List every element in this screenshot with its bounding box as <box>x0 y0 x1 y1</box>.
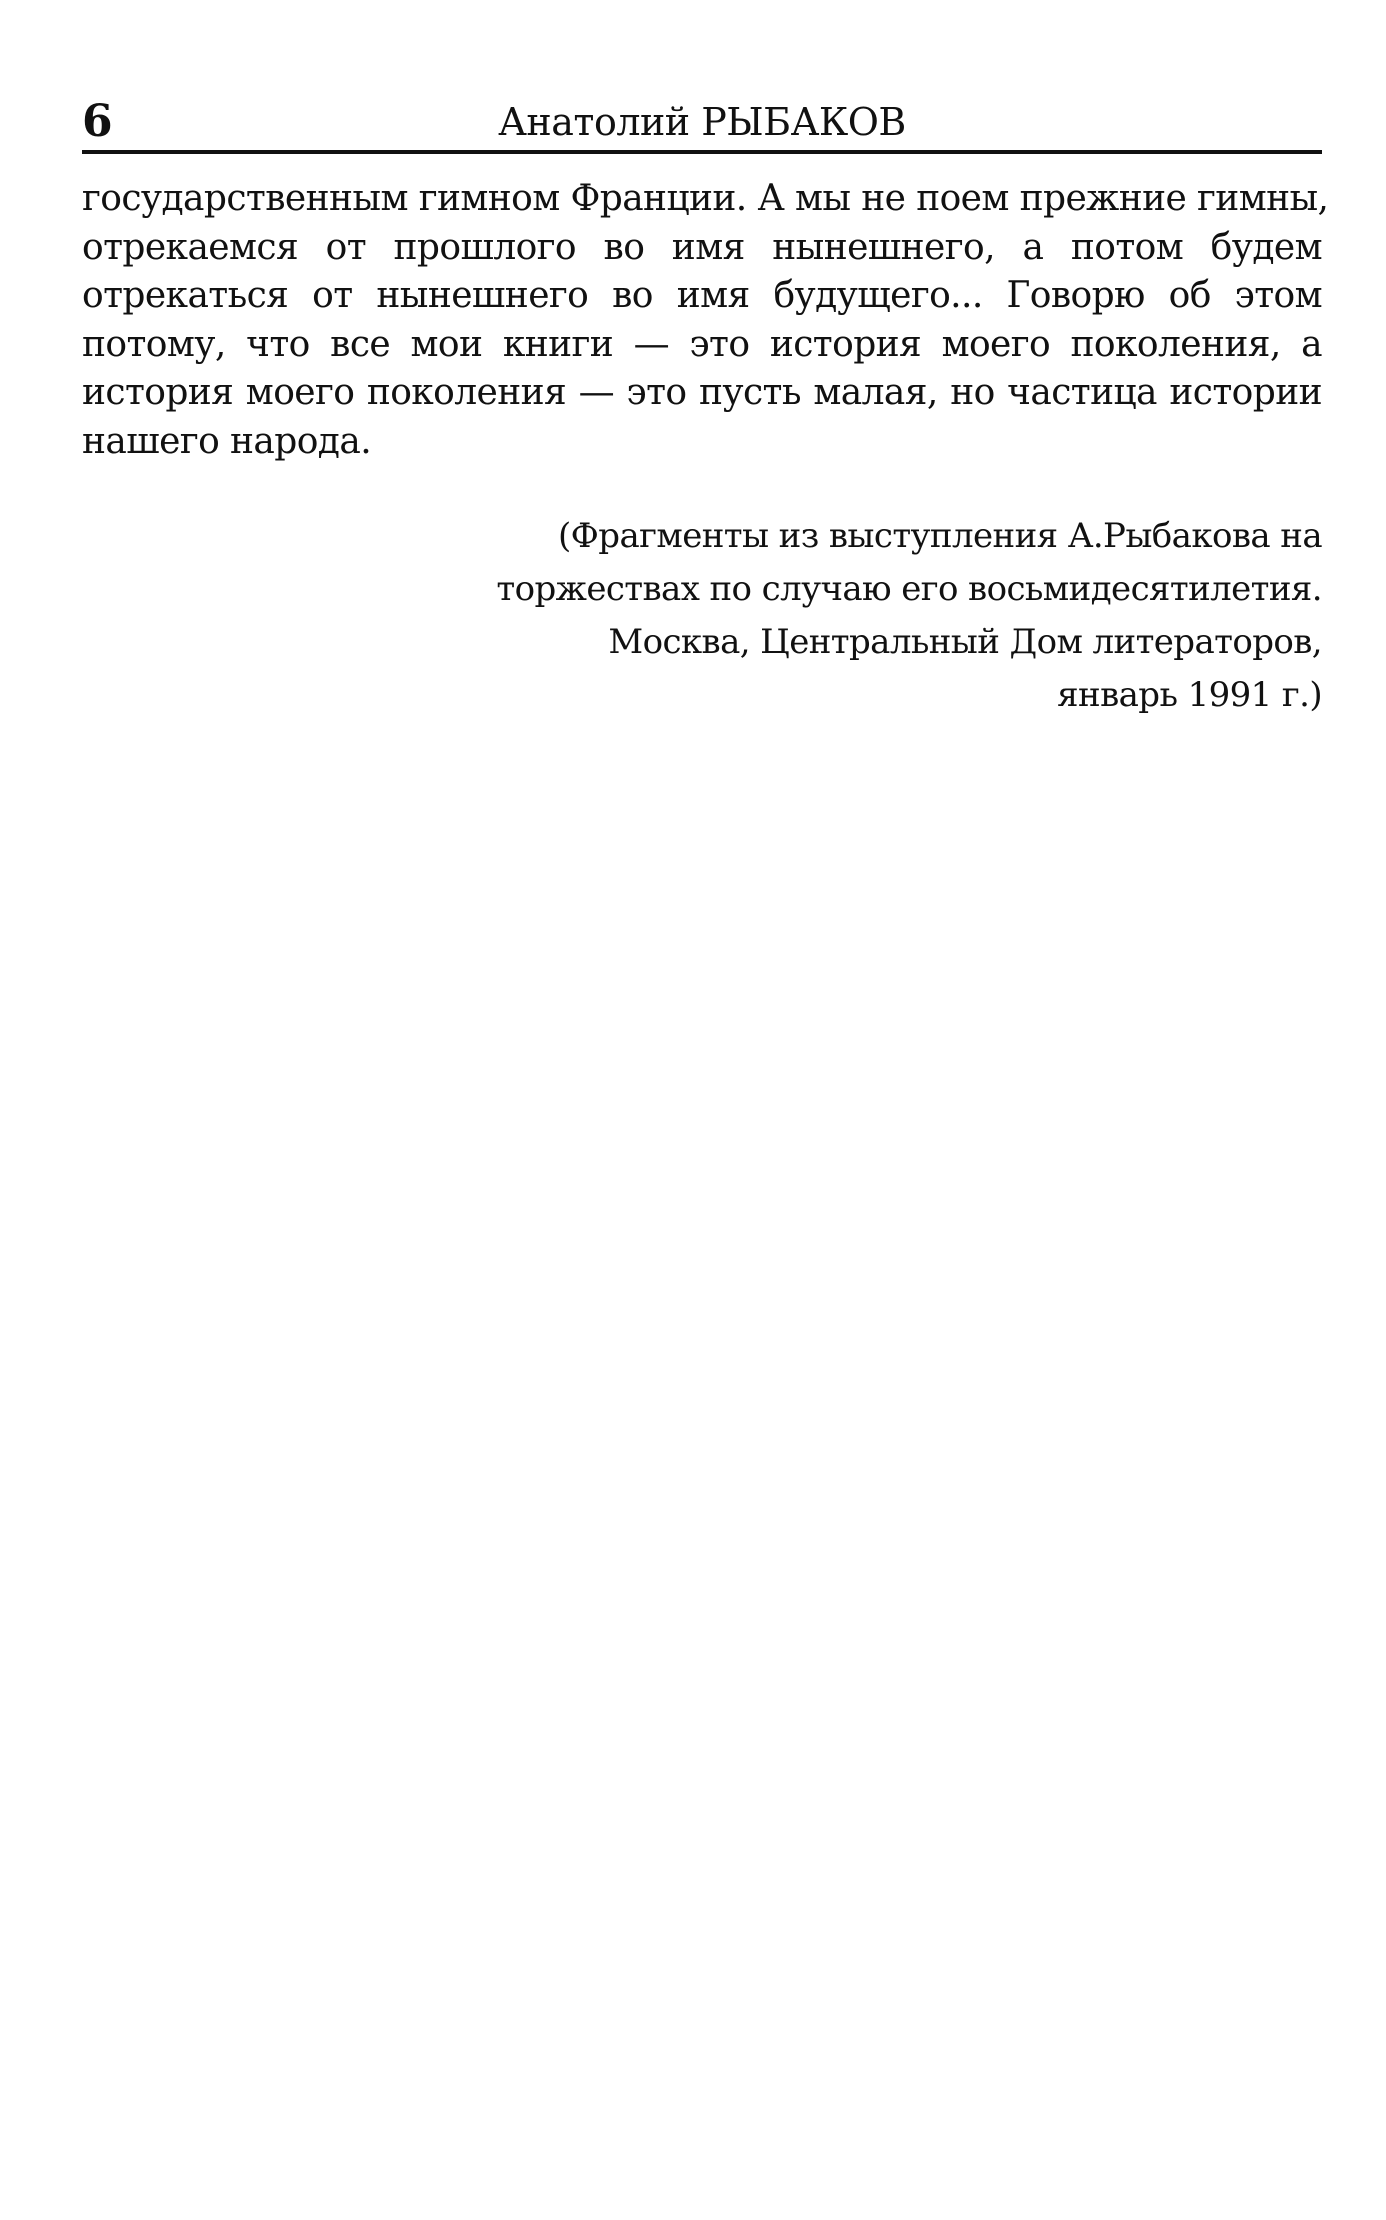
citation-line: торжествах по случаю его восьмидесятилетия. <box>496 569 1322 609</box>
body-line: отрекаемся от прошлого во имя нынешнего, а потом будем <box>82 226 1322 268</box>
body-line: история моего поколения — это пусть малая, но частица истории <box>82 372 1322 413</box>
page-header <box>82 92 1322 152</box>
citation-line: (Фрагменты из выступления А.Рыбакова на <box>558 516 1322 556</box>
body-line: потому, что все мои книги — это история моего поколения, а <box>82 323 1322 365</box>
citation-line: Москва, Центральный Дом литераторов, <box>608 622 1322 662</box>
running-title: Анатолий РЫБАКОВ <box>498 100 906 144</box>
page-number: 6 <box>82 96 113 147</box>
source-citation <box>422 510 1322 722</box>
body-line: государственным гимном Франции. А мы не поем прежние гимны, <box>82 178 1329 219</box>
citation-line: январь 1991 г.) <box>1057 675 1322 715</box>
body-line: отрекаться от нынешнего во имя будущего... Говорю об этом <box>82 275 1322 316</box>
body-line: нашего народа. <box>82 420 372 462</box>
body-paragraph <box>82 175 1329 466</box>
header-rule <box>82 150 1322 154</box>
